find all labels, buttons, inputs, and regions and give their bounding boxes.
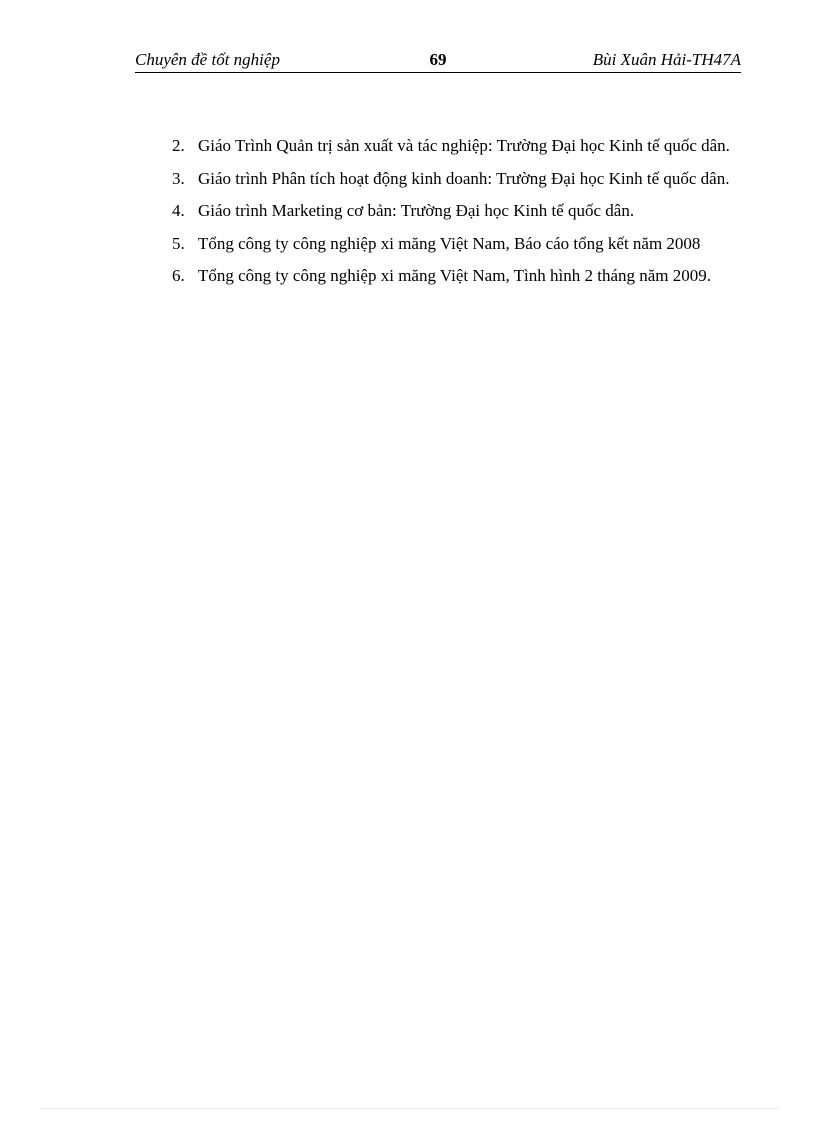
- page-header: [135, 50, 741, 73]
- reference-number: 3.: [172, 168, 185, 188]
- reference-text: Giáo trình Phân tích hoạt động kinh doanh: Trường Đại học Kinh tế quốc dân.: [198, 168, 730, 188]
- reference-text: Tổng công ty công nghiệp xi măng Việt Nam, Báo cáo tổng kết năm 2008: [198, 233, 701, 253]
- reference-item: [172, 163, 739, 196]
- reference-item: [172, 195, 739, 228]
- reference-number: 2.: [172, 136, 185, 155]
- reference-item: [172, 260, 739, 293]
- reference-number: 6.: [172, 266, 185, 285]
- header-title: Chuyên đề tốt nghiệp: [135, 50, 280, 69]
- reference-item: [172, 228, 739, 261]
- reference-text: Giáo trình Marketing cơ bản: Trường Đại học Kinh tế quốc dân.: [198, 201, 635, 220]
- page-bottom-divider: [40, 1108, 780, 1109]
- reference-text: Tổng công ty công nghiệp xi măng Việt Nam, Tình hình 2 tháng năm 2009.: [198, 266, 712, 285]
- reference-list: [172, 130, 739, 293]
- reference-item: [172, 130, 739, 163]
- page-number: 69: [429, 50, 447, 69]
- reference-number: 4.: [172, 201, 185, 220]
- reference-number: 5.: [172, 233, 185, 253]
- header-author: Bùi Xuân Hải-TH47A: [592, 50, 741, 69]
- reference-text: Giáo Trình Quản trị sản xuất và tác nghiệp: Trường Đại học Kinh tế quốc dân.: [198, 136, 730, 155]
